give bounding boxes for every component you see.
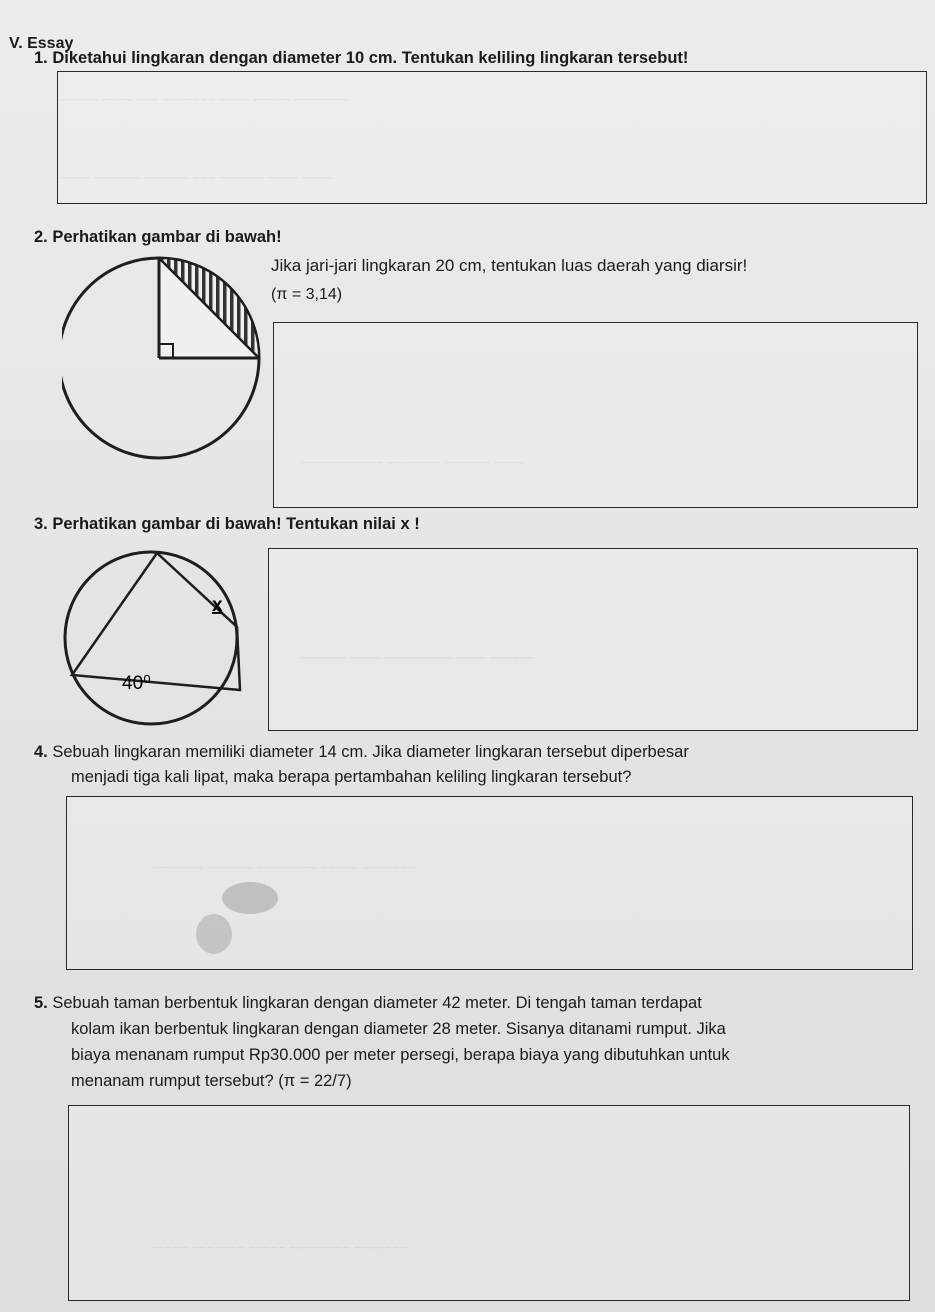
question-text: Perhatikan gambar di bawah! [52,228,282,246]
question-2-instruction: Jika jari-jari lingkaran 20 cm, tentukan luas daerah yang diarsir! [271,256,748,275]
circle-sector-figure [62,248,277,473]
question-number: 2. [34,228,48,246]
circle-outline [65,552,237,724]
pi-note: (π = 3,14) [271,286,343,303]
cyclic-quadrilateral-figure [60,545,260,735]
smudge-mark [196,914,232,954]
question-text-line: biaya menanam rumput Rp30.000 per meter persegi, berapa biaya yang dibutuhkan untuk [71,1046,730,1064]
question-text: Sebuah taman berbentuk lingkaran dengan diameter 42 meter. Di tengah taman terdapat [52,994,702,1012]
show-through-text: ~~~~~ ~~~~~~~ ~~~~~ ~~~~~~~~ ~~~~~~~ [150,1240,408,1255]
question-4 [34,741,689,763]
question-number: 5. [34,994,48,1012]
show-through-text: ~~~~~~~~~~~ ~~~~~~~ ~~~~~~ ~~~~ [300,455,524,470]
question-2 [34,226,282,248]
answer-box-5[interactable] [68,1105,910,1301]
answer-box-4[interactable] [66,796,913,970]
question-text-line: kolam ikan berbentuk lingkaran dengan diameter 28 meter. Sisanya ditanami rumput. Jika [71,1020,726,1038]
quadrilateral-outline [72,553,240,690]
question-text-line: menanam rumput tersebut? (π = 22/7) [71,1072,352,1090]
question-5 [34,992,702,1014]
show-through-text: ~~~~ ~~~~~~ ~~~~~~ ~~~ ~~~~~~ ~~~~ ~~~~ [60,170,333,185]
show-through-text: ~~~~~~ ~~~~ ~~~~~~~~~ ~~~~ ~~~~~~ [300,650,535,665]
question-number: 1. [34,49,48,67]
answer-box-3[interactable] [268,548,918,731]
question-text-line: menjadi tiga kali lipat, maka berapa pertambahan keliling lingkaran tersebut? [71,768,632,786]
show-through-text: ~~~~~ ~~~~ ~~~ ~~~~~~~ ~~~~ ~~~~~ ~~~~~~~ [60,92,348,107]
show-through-text: ~~~~~~~ ~~~~~~ ~~~~~~~~ ~~~~~ ~~~~~~~ [150,860,415,875]
question-1 [34,47,688,69]
question-number: 4. [34,743,48,761]
question-text: Sebuah lingkaran memiliki diameter 14 cm. Jika diameter lingkaran tersebut diperbesar [52,743,689,761]
label-angle: 40⁰ [122,673,151,694]
question-3 [34,513,420,535]
question-text: Perhatikan gambar di bawah! Tentukan nilai x ! [52,515,420,533]
section-title: V. Essay [9,35,74,52]
answer-box-1[interactable] [57,71,927,204]
smudge-mark [222,882,278,914]
question-number: 3. [34,515,48,533]
label-x: x [212,595,223,616]
answer-box-2[interactable] [273,322,918,508]
question-text: Diketahui lingkaran dengan diameter 10 cm. Tentukan keliling lingkaran tersebut! [52,49,689,67]
